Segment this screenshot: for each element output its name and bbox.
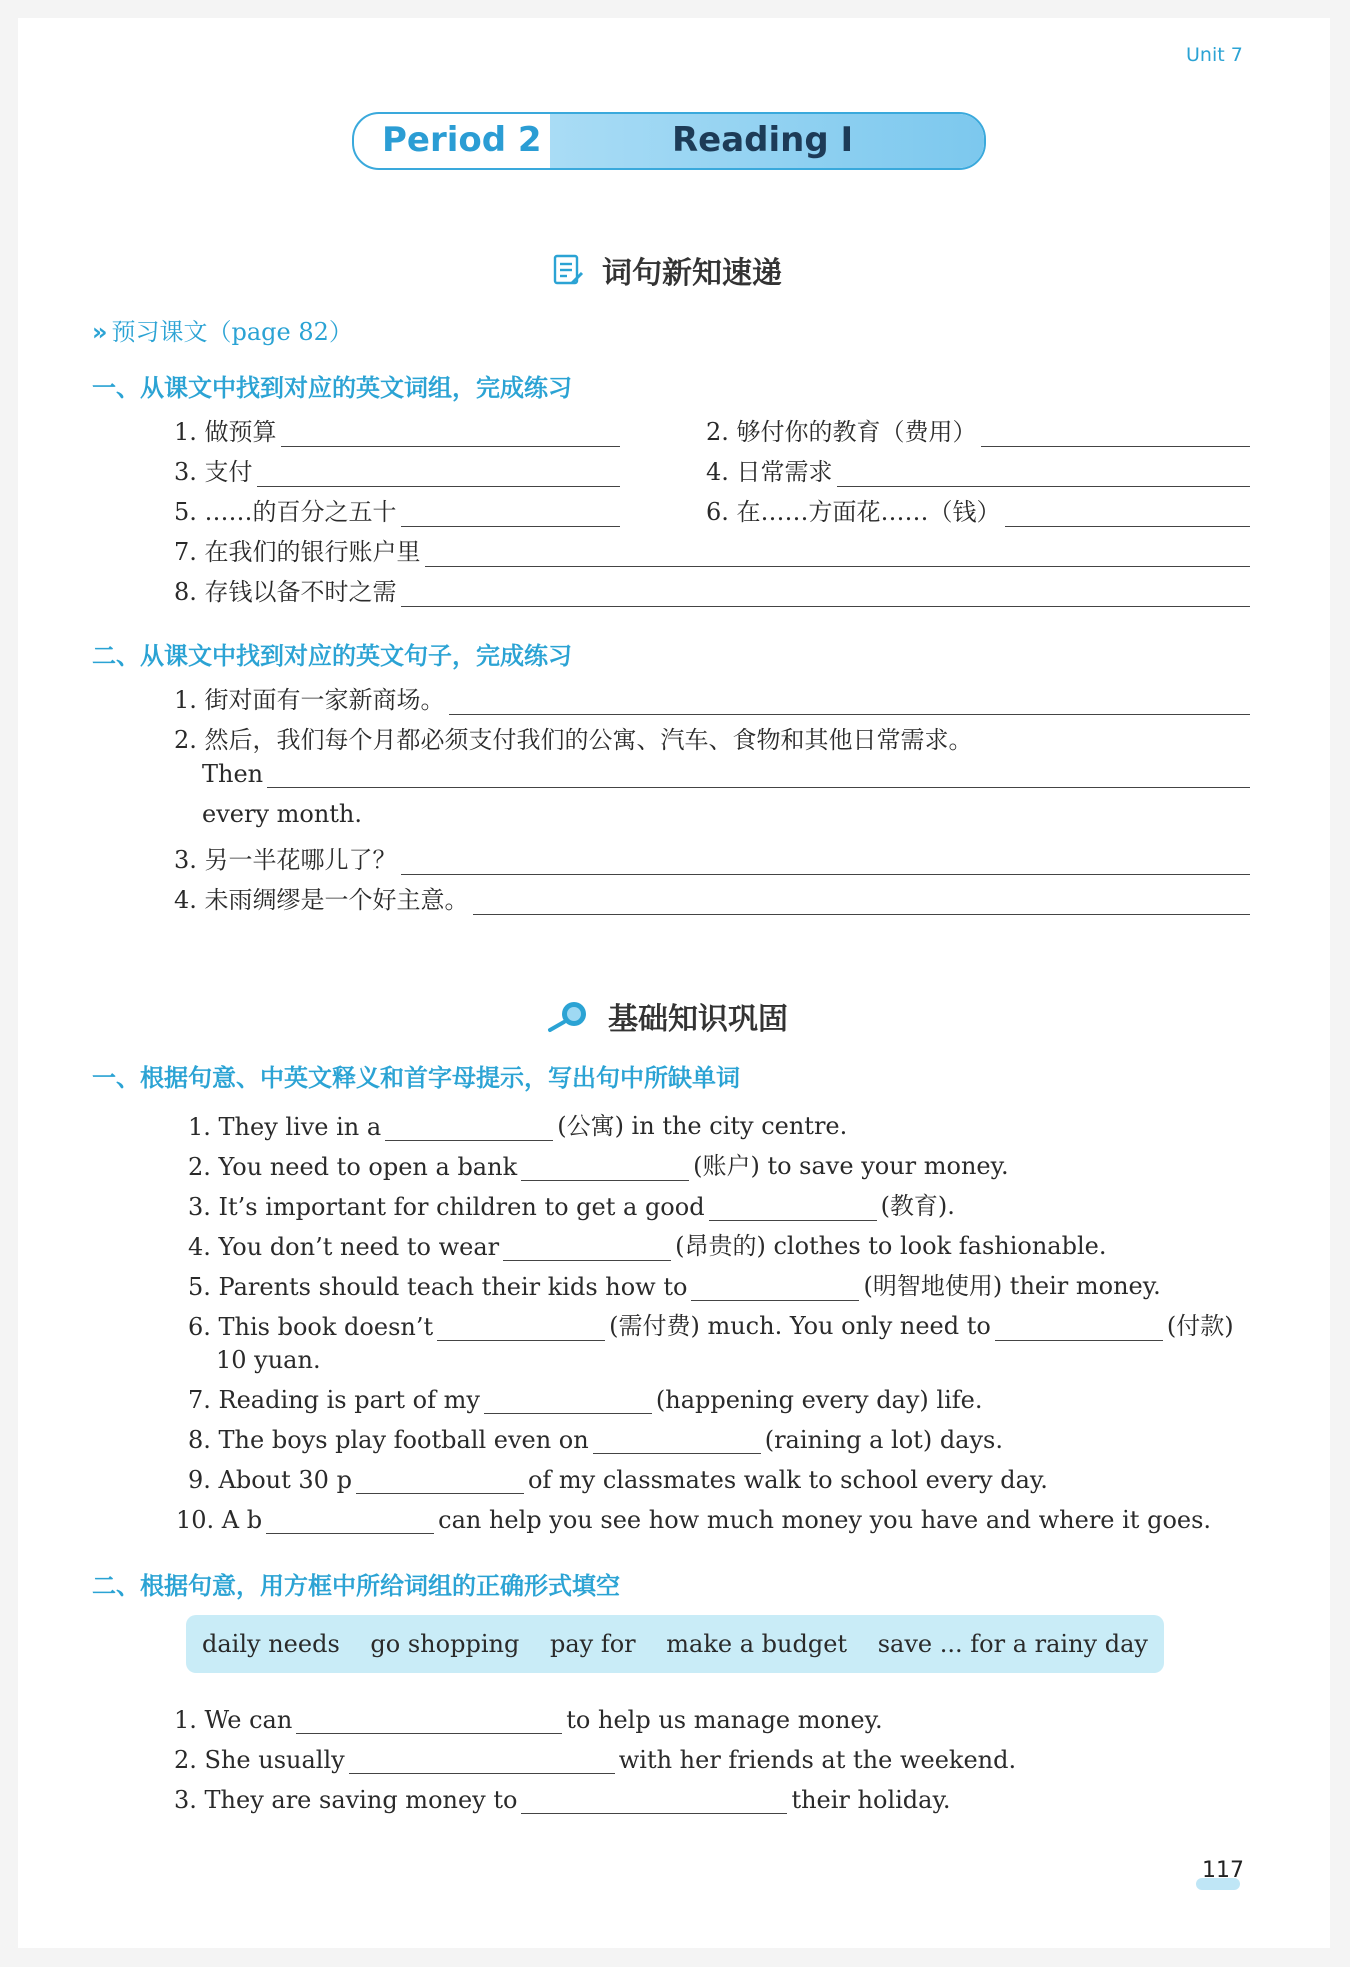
answer-blank[interactable] [709, 1194, 877, 1221]
answer-blank[interactable] [981, 420, 1250, 447]
question-3: 3. It’s important for children to get a good (教育). [188, 1192, 955, 1221]
section-heading-basics: 基础知识巩固 [546, 994, 788, 1038]
notebook-icon [552, 253, 586, 287]
fill-question-3: 3. They are saving money to their holiday. [174, 1786, 951, 1814]
word-option: make a budget [666, 1630, 848, 1658]
phrase-item-7: 7. 在我们的银行账户里 [174, 532, 1254, 567]
sentence-item-4: 4. 未雨绸缪是一个好主意。 [174, 880, 1254, 915]
sentence-item-2-end: every month. [202, 800, 363, 828]
page-number: 117 [1202, 1858, 1244, 1883]
answer-blank[interactable] [296, 1707, 562, 1734]
magnifier-icon [546, 998, 592, 1034]
word-box [186, 1615, 1164, 1673]
part-title-word-box: 二、根据句意，用方框中所给词组的正确形式填空 [92, 1572, 620, 1600]
answer-blank[interactable] [691, 1274, 859, 1301]
word-option: pay for [549, 1630, 636, 1658]
sentence-item-3: 3. 另一半花哪儿了？ [174, 840, 1254, 875]
phrase-item-1: 1. 做预算 [174, 412, 624, 447]
answer-blank[interactable] [425, 540, 1250, 567]
question-2: 2. You need to open a bank (账户) to save your money. [188, 1152, 1009, 1181]
answer-blank[interactable] [473, 888, 1250, 915]
answer-blank[interactable] [401, 580, 1250, 607]
answer-blank[interactable] [484, 1387, 652, 1414]
word-option: daily needs [202, 1630, 340, 1658]
word-option: go shopping [370, 1630, 520, 1658]
question-7: 7. Reading is part of my (happening every day) life. [188, 1386, 983, 1414]
answer-blank[interactable] [449, 688, 1250, 715]
sentence-item-2-line: Then [202, 760, 1254, 788]
answer-blank[interactable] [401, 848, 1250, 875]
phrase-item-3: 3. 支付 [174, 452, 624, 487]
answer-blank[interactable] [503, 1234, 671, 1261]
fill-question-2: 2. She usually with her friends at the weekend. [174, 1746, 1017, 1774]
sentence-item-1: 1. 街对面有一家新商场。 [174, 680, 1254, 715]
phrase-item-6: 6. 在……方面花……（钱） [706, 492, 1254, 527]
answer-blank[interactable] [593, 1427, 761, 1454]
answer-blank[interactable] [349, 1747, 615, 1774]
question-5: 5. Parents should teach their kids how to (明智地使用) their money. [188, 1272, 1161, 1301]
answer-blank[interactable] [257, 460, 620, 487]
phrase-item-5: 5. ……的百分之五十 [174, 492, 624, 527]
answer-blank[interactable] [837, 460, 1250, 487]
question-10: 10. A b can help you see how much money you have and where it goes. [176, 1506, 1212, 1534]
word-option: save ... for a rainy day [877, 1630, 1148, 1658]
lesson-label: Reading I [672, 120, 854, 160]
phrase-item-2: 2. 够付你的教育（费用） [706, 412, 1254, 447]
preview-text: » 预习课文（page 82） [92, 318, 353, 346]
lesson-title-banner [352, 112, 986, 170]
phrase-item-4: 4. 日常需求 [706, 452, 1254, 487]
answer-blank[interactable] [995, 1314, 1163, 1341]
fill-question-1: 1. We can to help us manage money. [174, 1706, 883, 1734]
question-9: 9. About 30 p of my classmates walk to school every day. [188, 1466, 1048, 1494]
answer-blank[interactable] [267, 761, 1250, 788]
question-6-cont: 10 yuan. [216, 1346, 321, 1374]
part-title-missing-words: 一、根据句意、中英文释义和首字母提示，写出句中所缺单词 [92, 1064, 740, 1092]
answer-blank[interactable] [521, 1154, 689, 1181]
question-4: 4. You don’t need to wear (昂贵的) clothes to look fashionable. [188, 1232, 1107, 1261]
answer-blank[interactable] [356, 1467, 524, 1494]
period-label: Period 2 [382, 120, 542, 160]
double-chevron-icon: » [92, 318, 108, 346]
answer-blank[interactable] [266, 1507, 434, 1534]
unit-label: Unit 7 [1186, 44, 1243, 66]
part-title-sentences: 二、从课文中找到对应的英文句子，完成练习 [92, 642, 572, 670]
answer-blank[interactable] [281, 420, 620, 447]
question-8: 8. The boys play football even on (raining a lot) days. [188, 1426, 1003, 1454]
answer-blank[interactable] [401, 500, 620, 527]
sentence-item-2: 2. 然后，我们每个月都必须支付我们的公寓、汽车、食物和其他日常需求。 [174, 726, 973, 754]
question-1: 1. They live in a (公寓) in the city centre. [188, 1112, 848, 1141]
section-heading-vocab: 词句新知速递 [552, 248, 782, 292]
answer-blank[interactable] [521, 1787, 787, 1814]
phrase-item-8: 8. 存钱以备不时之需 [174, 572, 1254, 607]
question-6: 6. This book doesn’t (需付费) much. You only need to (付款) [188, 1312, 1234, 1341]
part-title-phrases: 一、从课文中找到对应的英文词组，完成练习 [92, 374, 572, 402]
answer-blank[interactable] [385, 1114, 553, 1141]
answer-blank[interactable] [437, 1314, 605, 1341]
answer-blank[interactable] [1005, 500, 1250, 527]
